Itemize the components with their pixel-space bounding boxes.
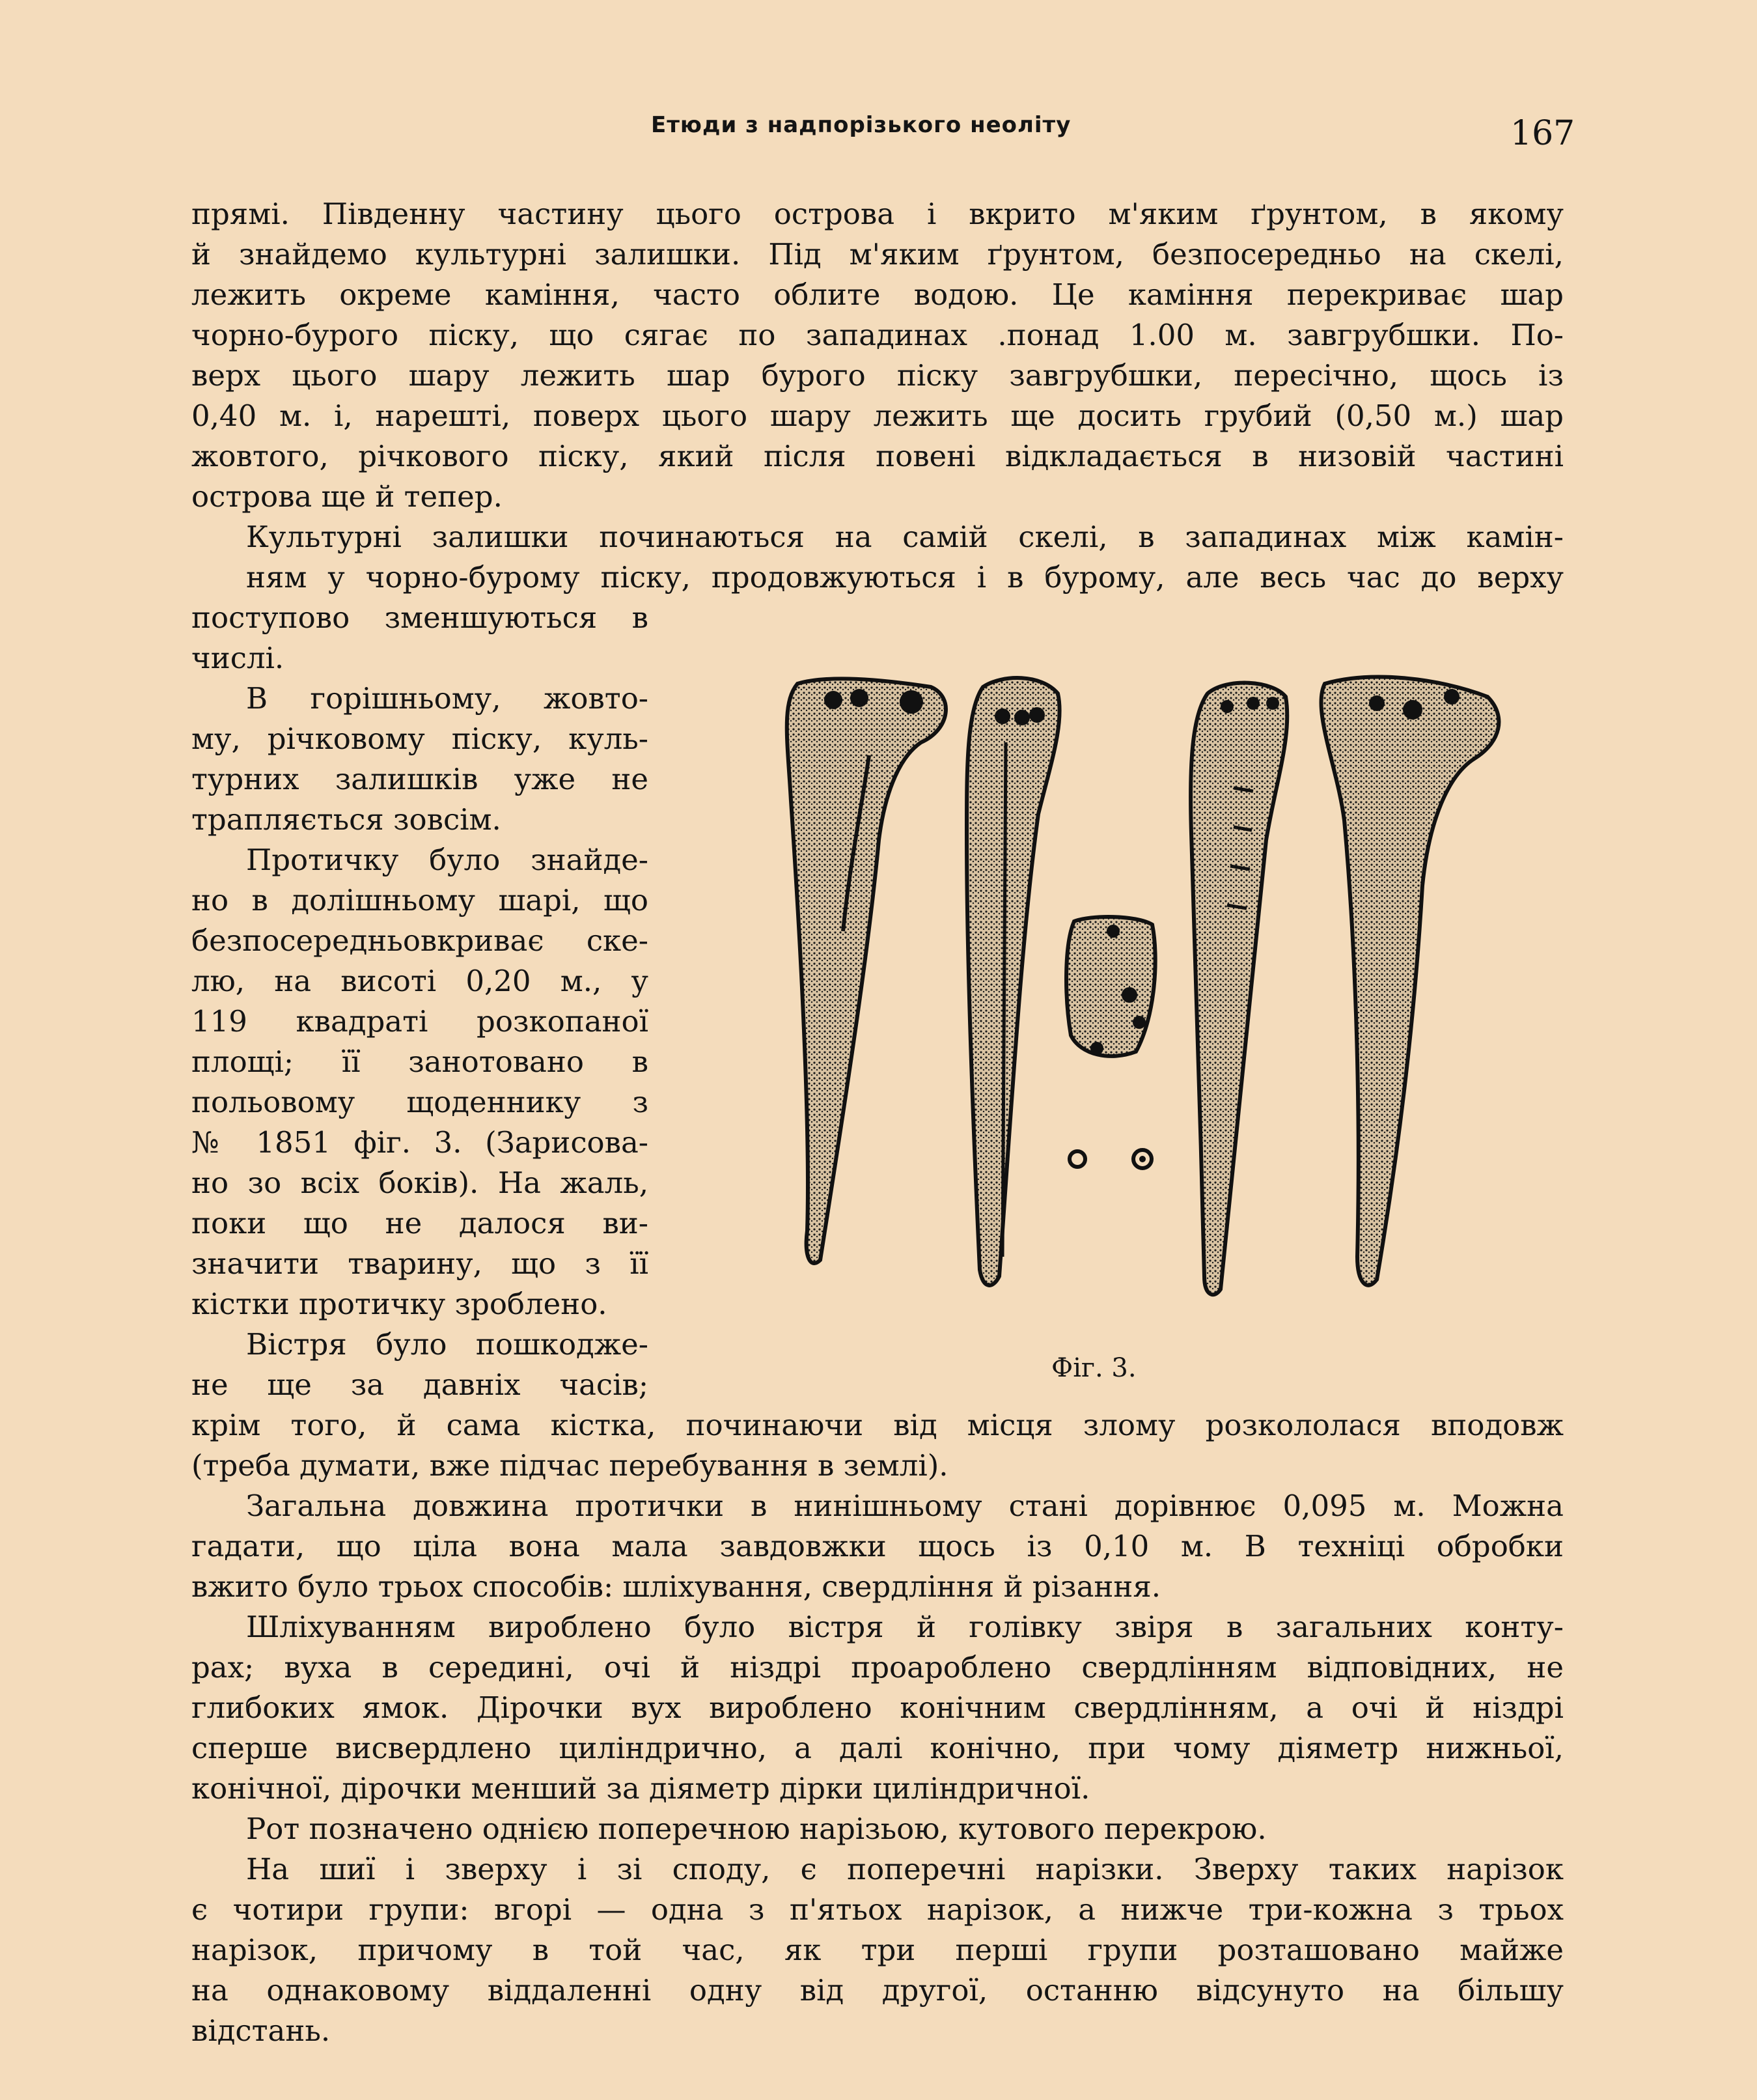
awl-side-view-left xyxy=(787,679,946,1263)
text-line: прямі. Південну частину цього острова і вкрито м'яким ґрунтом, в якому xyxy=(191,197,1564,231)
text-line: му, річковому піску, куль- xyxy=(191,721,648,756)
text-line: трапляється зовсім. xyxy=(191,802,501,837)
text-line: На шиї і зверху і зі споду, є поперечні нарізки. Зверху таких нарізок xyxy=(246,1852,1564,1886)
text-line: 119 квадраті розкопаної xyxy=(191,1004,648,1039)
page-number: 167 xyxy=(1510,114,1575,153)
text-line: гадати, що ціла вона мала завдовжки щось із 0,10 м. В техніці обробки xyxy=(191,1529,1564,1563)
paragraph-9-cont xyxy=(191,1890,1564,2051)
text-line: Загальна довжина протички в нинішньому стані дорівнює 0,095 м. Можна xyxy=(246,1489,1564,1523)
text-line: Протичку було знайде- xyxy=(246,843,648,877)
paragraph-3 xyxy=(191,679,648,840)
paragraph-6 xyxy=(191,1486,1564,1526)
text-line: Рот позначено однією поперечною нарізьою, кутового перекрою. xyxy=(246,1812,1267,1846)
text-line: кістки протичку зроблено. xyxy=(191,1287,607,1321)
text-line: й знайдемо культурні залишки. Під м'яким ґрунтом, безпосередньо на скелі, xyxy=(191,237,1564,272)
text-line: ням у чорно-бурому піску, продовжуються і в бурому, але весь час до верху xyxy=(246,560,1564,595)
awl-bottom-view xyxy=(1191,683,1287,1295)
text-line: конічної, дірочки менший за діяметр дірки циліндричної. xyxy=(191,1771,1090,1806)
text-line: сперше висвердлено циліндрично, а далі конічно, при чому діяметр нижньої, xyxy=(191,1731,1564,1765)
text-line: лежить окреме каміння, часто облите водою. Це каміння перекриває шар xyxy=(191,277,1564,312)
text-line: Вістря було пошкодже- xyxy=(246,1327,648,1362)
paragraph-7 xyxy=(191,1607,1564,1647)
paragraph-1 xyxy=(191,194,1564,517)
text-line: числі. xyxy=(191,641,284,675)
awl-cross-section xyxy=(1066,917,1155,1168)
text-line: значити тварину, що з її xyxy=(191,1246,648,1281)
paragraph-7-cont xyxy=(191,1647,1564,1809)
text-line: В горішньому, жовто- xyxy=(246,681,648,716)
text-line: чорно-бурого піску, що сягає по западинах .понад 1.00 м. завгрубшки. По- xyxy=(191,318,1564,352)
text-line: глибоких ямок. Дірочки вух вироблено конічним свердлінням, а очі й ніздрі xyxy=(191,1690,1564,1725)
text-line: поки що не далося ви- xyxy=(191,1206,648,1240)
text-line: площі; її занотовано в xyxy=(191,1044,648,1079)
text-line: польовому щоденнику з xyxy=(191,1085,648,1119)
text-line: Шліхуванням вироблено було вістря й голівку звіря в загальних конту- xyxy=(246,1610,1564,1644)
paragraph-2 xyxy=(191,517,1564,598)
paragraph-5-cont xyxy=(191,1405,1564,1486)
text-line: жовтого, річкового піску, який після повені відкладається в низовій частині xyxy=(191,439,1564,473)
text-line: острова ще й тепер. xyxy=(191,479,503,514)
text-line: не ще за давніх часів; xyxy=(191,1367,648,1402)
text-line: є чотири групи: вгорі — одна з п'ятьох нарізок, а нижче три-кожна з трьох xyxy=(191,1892,1564,1927)
paragraph-4 xyxy=(191,840,648,1324)
text-line: нарізок, причому в той час, як три перші групи розташовано майже xyxy=(191,1933,1564,1967)
text-line: на однаковому віддаленні одну від другої, останню відсунуто на більшу xyxy=(191,1973,1564,2008)
text-line: но в долішньому шарі, що xyxy=(191,883,648,917)
text-line: відстань. xyxy=(191,2013,331,2048)
paragraph-5 xyxy=(191,1324,648,1405)
text-line: турних залишків уже не xyxy=(191,762,648,796)
text-line: вжито було трьох способів: шліхування, свердління й різання. xyxy=(191,1569,1161,1604)
text-line: верх цього шару лежить шар бурого піску завгрубшки, пересічно, щось із xyxy=(191,358,1564,393)
text-line: но зо всіх боків). На жаль, xyxy=(191,1166,648,1200)
text-line: безпосередньовкриває ске- xyxy=(191,923,648,958)
text-line: лю, на висоті 0,20 м., у xyxy=(191,964,648,998)
paragraph-6-cont xyxy=(191,1526,1564,1607)
awl-top-view xyxy=(967,678,1060,1285)
text-line: № 1851 фіг. 3. (Зарисова- xyxy=(191,1125,648,1160)
paragraph-2-cont xyxy=(191,598,648,679)
awl-side-view-right xyxy=(1321,677,1499,1285)
text-line: крім того, й сама кістка, починаючи від місця злому розкололася вподовж xyxy=(191,1408,1564,1442)
running-title: Етюди з надпорізького неоліту xyxy=(651,112,1072,138)
paragraph-9 xyxy=(191,1849,1564,1890)
figure-caption: Фіг. 3. xyxy=(1051,1353,1137,1383)
text-line: (треба думати, вже підчас перебування в землі). xyxy=(191,1448,948,1483)
paragraph-8 xyxy=(191,1809,1564,1849)
text-line: поступово зменшуються в xyxy=(191,600,648,635)
text-line: Культурні залишки починаються на самій скелі, в западинах між камін- xyxy=(246,520,1564,554)
text-line: 0,40 м. і, нарешті, поверх цього шару лежить ще досить грубий (0,50 м.) шар xyxy=(191,399,1564,433)
figure-3-illustration xyxy=(771,671,1520,1309)
text-line: рах; вуха в середині, очі й ніздрі проароблено свердлінням відповідних, не xyxy=(191,1650,1564,1685)
